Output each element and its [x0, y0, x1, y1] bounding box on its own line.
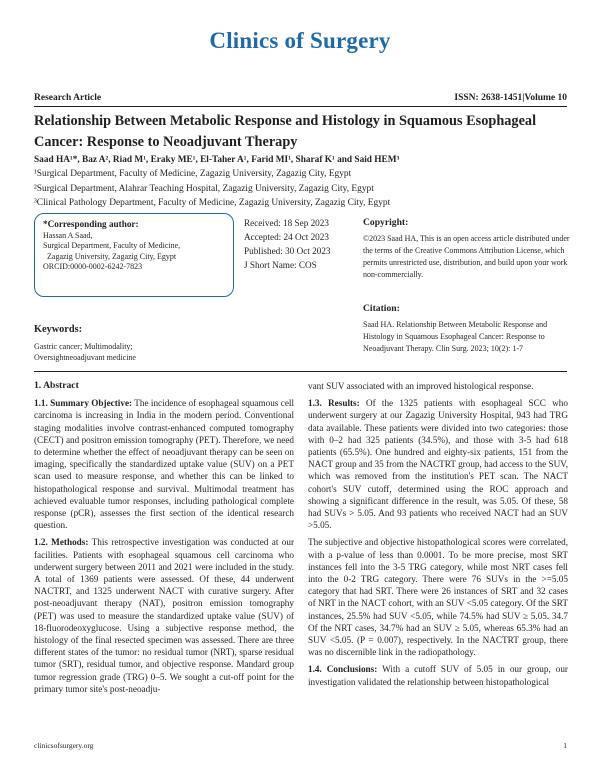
paragraph	[308, 536, 568, 658]
corresponding-line: Zagazig University, Zagazig City, Egypt	[47, 251, 177, 261]
article-dates	[244, 216, 354, 272]
header-line	[34, 93, 567, 103]
article-title: Relationship Between Metabolic Response and Histology in Squamous Esophageal Cancer: Response to Neoadjuvant Therapy	[34, 113, 537, 150]
affiliation-1: ¹Surgical Department, Faculty of Medicine, Zagazig University, Zagazig City, Egypt	[34, 169, 352, 179]
header-divider	[34, 106, 567, 107]
paragraph-label: 1.2. Methods:	[34, 537, 89, 548]
paragraph-label: 1.3. Results:	[308, 398, 360, 409]
paragraph	[34, 397, 294, 531]
copyright-heading: Copyright:	[363, 217, 409, 228]
right-column	[308, 380, 568, 693]
affiliation-2: ²Surgical Department, Alahrar Teaching Hospital, Zagazig University, Zagazig City, Egypt	[34, 184, 374, 194]
citation-block	[363, 303, 573, 355]
corresponding-line: Hassan A Saad,	[43, 230, 93, 240]
paragraph	[308, 380, 568, 392]
received-date: Received: 18 Sep 2023	[244, 218, 329, 228]
paragraph-label: 1.1. Summary Objective:	[34, 398, 133, 409]
journal-title: Clinics of Surgery	[209, 28, 391, 53]
copyright-text: ©2023 Saad HA, This is an open access article distributed under the terms of the Creative Commons Attribution License, which permits unrestricted use, distribution, and build upon your work non-commercially.	[363, 234, 570, 279]
corresponding-orcid: ORCID:0000-0002-6242-7823	[43, 262, 143, 271]
abstract-heading: 1. Abstract	[34, 380, 79, 391]
author-list: Saad HA¹*, Baz A², Riad M¹, Eraky ME¹, El-Taher A¹, Farid MI¹, Sharaf K¹ and Said HEM³	[34, 155, 400, 165]
corresponding-author-box	[34, 213, 234, 297]
footer-site: clinicsofsurgery.org	[34, 741, 94, 750]
keywords-line: Oversightneoadjuvant medicine	[34, 353, 136, 362]
journal-short-name: J Short Name: COS	[244, 260, 317, 270]
paragraph-text: This retrospective investigation was conducted at our facilities. Patients with esophageal squamous cell carcinoma who underwent surgery between 2011 and 2021 were included in the study. A total of 1369 patients were assessed. Of these, 44 underwent NACTRT, and 1325 underwent NACT with curative surgery. After post-neoadjuvant therapy (NAT), positron emission tomography (PET) was used to measure the standardized uptake value (SUV) of 18-fluorodeoxyglucose. Using a subjective response method, the histology of the final resected specimen was assessed. There are three different states of the tumor: no residual tumor (NRT), sparse residual tumor (SRT), residual tumor, and objective response. Mandard group tumor regression grade (TRG) 0–5. We sought a cut-off point for the primary tumor site's post-neoadju-	[34, 537, 295, 694]
citation-text: Saad HA. Relationship Between Metabolic Response and Histology in Squamous Esophageal Cancer: Response to Neoadjuvant Therapy. Clin Surg. 2023; 10(2): 1-7	[363, 320, 548, 353]
issn-volume: ISSN: 2638-1451|Volume 10	[454, 93, 567, 103]
published-date: Published: 30 Oct 2023	[244, 246, 331, 256]
corresponding-line: Surgical Department, Faculty of Medicine,	[43, 241, 181, 250]
paragraph	[34, 536, 294, 695]
accepted-date: Accepted: 24 Oct 2023	[244, 232, 329, 242]
affiliation-3: ³Clinical Pathology Department, Faculty of Medicine, Zagazig University, Zagazig City, Egypt	[34, 198, 391, 208]
page-number: 1	[563, 741, 567, 750]
paragraph-text: With a cutoff SUV of 5.05 in our group, our investigation validated the relationship between histopathological	[308, 664, 568, 687]
paragraph	[308, 397, 568, 531]
left-column	[34, 380, 294, 700]
abstract-divider	[34, 371, 567, 372]
keywords-line: Gastric cancer; Multimodality;	[34, 341, 133, 351]
paragraph-text: vant SUV associated with an improved histological response.	[308, 381, 534, 391]
paragraph	[308, 663, 568, 687]
paragraph-label: 1.4. Conclusions:	[308, 664, 378, 675]
page-footer	[34, 741, 567, 750]
keywords-block	[34, 324, 234, 364]
citation-heading: Citation:	[363, 303, 400, 314]
corresponding-author-heading: *Corresponding author:	[43, 219, 139, 229]
keywords-heading: Keywords:	[34, 324, 83, 335]
paragraph-text: Of the 1325 patients with esophageal SCC who underwent surgery at our Zagazig University Hospital, 943 had TRG data available. These patients were divided into two categories: those with 0–2 had 325 patients (34.5%), and those with 3-5 had 618 patients (65.5%). One hundred and eighty-six patients, 151 from the NACT group and 35 from the NACTRT group, had access to the SUV, which was removed from the institution's PET scan. The NACT cohort's SUV cutoff, determined using the ROC approach and showing a significant difference in the result, was 5.05. Of these, 58 had SUVs > 5.05. And 93 patients who received NACT had an SUV >5.05.	[308, 398, 568, 531]
paragraph-text: The subjective and objective histopathological scores were correlated, with a p-value of less than 0.0001. To be more precise, most SRT instances fell into the 3-5 TRG category, while most NRT cases fell into the 0-2 TRG category. There were 76 SUVs in the >=5.05 category that had SRT. There were 26 instances of SRT and 32 cases of NRT in the NACT cohort, with an SUV <5.05 category. Of the SRT instances, 25.5% had SUV <5.05, while 74.5% had SUV ≥ 5.05. 34.7 Of the NRT cases, 34.7% had an SUV ≥ 5.05, whereas 65.3% had an SUV <5.05. (P = 0.007), respectively. In the NACTRT group, there was no discernible link in the radiopathology.	[308, 537, 568, 658]
article-type: Research Article	[34, 93, 102, 103]
copyright-block	[363, 217, 573, 281]
paragraph-text: The incidence of esophageal squamous cell carcinoma is increasing in India in the modern period. Conventional staging modalities involve contrast-enhanced computed tomography (CECT) and positron emission tomography (PET). Therefore, we need to determine whether the effect of neoadjuvant therapy can be seen on imaging, specifically the standardized uptake value (SUV) on a PET scan used to measure response, and whether this can be linked to histopathological response and survival. Multimodal treatment has achieved evaluable tumor responses, including pathological complete response (pCR), assesses the first section of the identical research question.	[34, 398, 294, 531]
